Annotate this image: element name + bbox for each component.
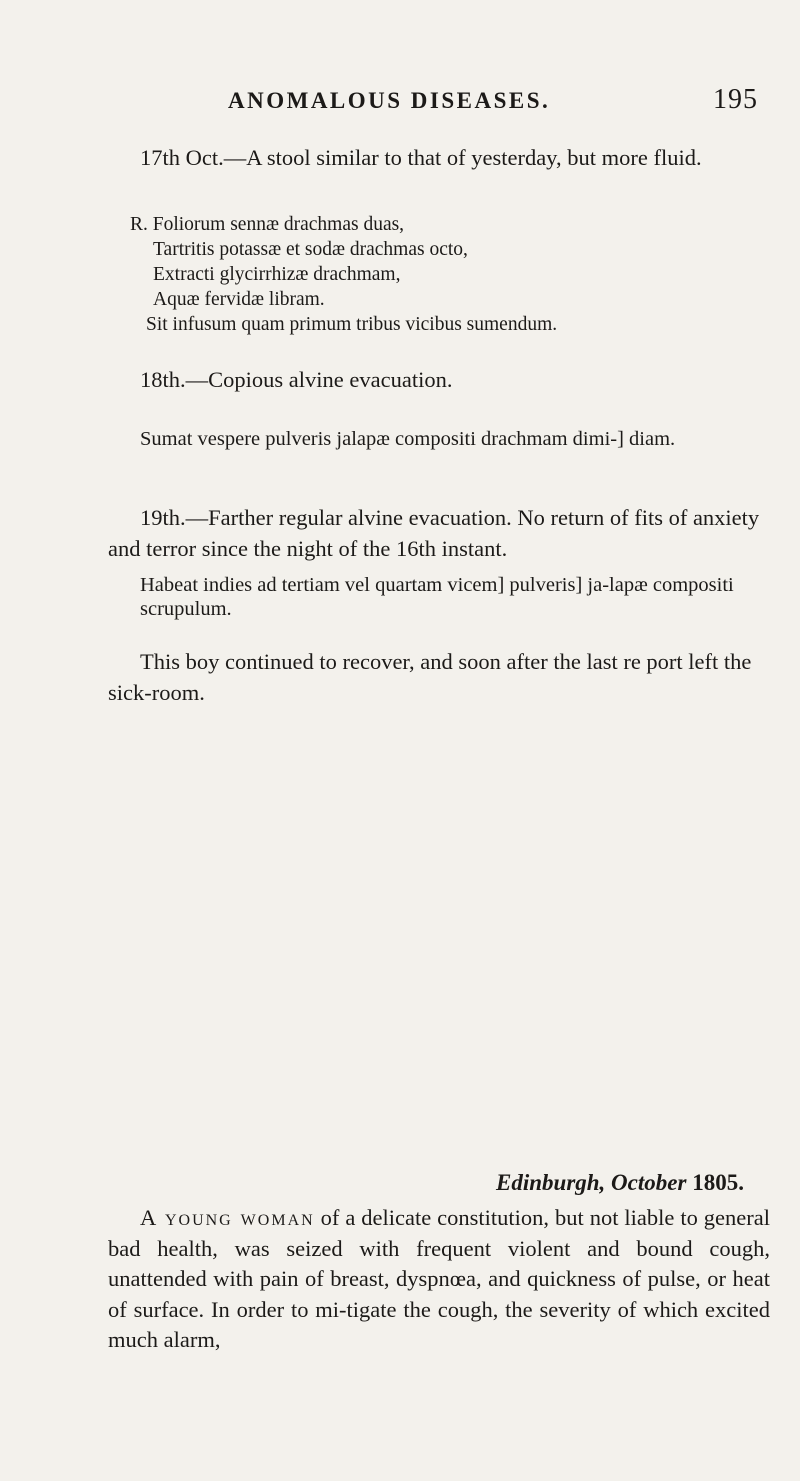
- case-body: of a delicate constitution, but not liable to general bad health, was seized with frequent violent and bound cough, unattended with pain of breast, dyspnœa, and quickness of pulse, or heat of surface. In order to mi-tigate the cough, the severity of which excited much alarm,: [108, 1205, 770, 1352]
- entry-oct-17: 17th Oct.—A stool similar to that of yesterday, but more fluid.: [140, 145, 702, 170]
- page-number: 195: [713, 84, 758, 115]
- recipe-line-2: Tartritis potassæ et sodæ drachmas octo,: [153, 239, 468, 260]
- case-lead: A young woman: [140, 1205, 315, 1230]
- recipe-line-5: Sit infusum quam primum tribus vicibus sumendum.: [146, 314, 558, 335]
- case-place: Edinburgh, October: [496, 1170, 687, 1195]
- recipe-line-1: R. Foliorum sennæ drachmas duas,: [130, 214, 405, 235]
- case-year: 1805.: [692, 1170, 744, 1195]
- prescription-oct-19: Habeat indies ad tertiam vel quartam vicem] pulveris] ja-lapæ compositi scrupulum.: [140, 574, 734, 620]
- case-place-date: [496, 1170, 744, 1196]
- entry-oct-18: 18th.—Copious alvine evacuation.: [140, 367, 453, 392]
- entry-oct-19: 19th.—Farther regular alvine evacuation. No return of fits of anxiety and terror since the night of the 16th instant.: [108, 505, 760, 561]
- recipe-line-3: Extracti glycirrhizæ drachmam,: [153, 264, 401, 285]
- page-header: [0, 84, 800, 128]
- prescription-oct-18: Sumat vespere pulveris jalapæ compositi drachmam dimi-] diam.: [140, 428, 676, 450]
- recipe-line-4: Aquæ fervidæ libram.: [153, 289, 325, 310]
- new-case-paragraph: [108, 1203, 770, 1356]
- prescription-recipe: [130, 212, 750, 337]
- closing-note: This boy continued to recover, and soon after the last re port left the sick-room.: [108, 649, 752, 705]
- running-head: ANOMALOUS DISEASES.: [228, 88, 551, 113]
